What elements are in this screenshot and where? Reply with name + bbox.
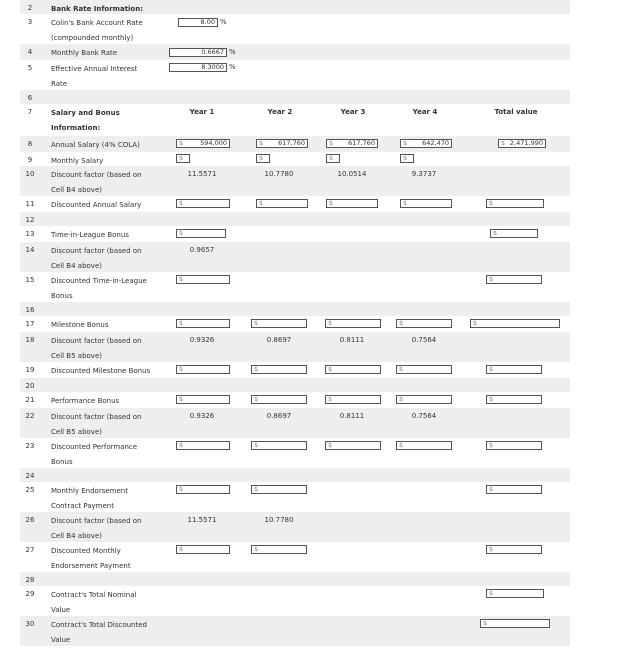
milestone-discount-y1: 0.9326 bbox=[189, 336, 215, 344]
milestone-y4-input[interactable]: $ bbox=[396, 319, 452, 328]
row-label: Contract's Total Discounted Value bbox=[51, 621, 147, 644]
endorsement-total-input[interactable]: $ bbox=[486, 485, 542, 494]
salary-y1-input[interactable]: $ 594,000 bbox=[176, 139, 230, 148]
row-number: 19 bbox=[25, 366, 35, 374]
row-label: Discounted Annual Salary bbox=[51, 201, 142, 209]
row-number: 9 bbox=[27, 156, 33, 164]
row-label: Colin's Bank Account Rate (compounded monthly) bbox=[51, 19, 143, 42]
discounted-time-bonus-y1-input[interactable]: $ bbox=[176, 275, 230, 284]
row-number: 10 bbox=[25, 170, 35, 178]
row-number: 24 bbox=[25, 472, 35, 480]
time-bonus-total-input[interactable]: $ bbox=[490, 229, 538, 238]
endorsement-discount-y2: 10.7780 bbox=[264, 516, 294, 524]
row-label: Discounted Time-in-League Bonus bbox=[51, 277, 147, 300]
row-6 bbox=[20, 90, 570, 104]
discounted-endorsement-total-input[interactable]: $ bbox=[486, 545, 542, 554]
header-year-2: Year 2 bbox=[267, 108, 293, 116]
row-label: Monthly Endorsement Contract Payment bbox=[51, 487, 128, 510]
bank-rate-input[interactable]: 8.00 bbox=[178, 18, 218, 27]
row-12 bbox=[20, 212, 570, 226]
performance-y2-input[interactable]: $ bbox=[251, 395, 307, 404]
row-14 bbox=[20, 242, 570, 272]
discounted-performance-y1-input[interactable]: $ bbox=[176, 441, 230, 450]
discount-factor-y4: 9.3737 bbox=[411, 170, 437, 178]
row-number: 15 bbox=[25, 276, 35, 284]
row-11 bbox=[20, 196, 570, 212]
row-label: Effective Annual Interest Rate bbox=[51, 65, 138, 88]
performance-discount-y4: 0.7564 bbox=[411, 412, 437, 420]
row-number: 16 bbox=[25, 306, 35, 314]
header-year-3: Year 3 bbox=[340, 108, 366, 116]
row-label: Discount factor (based on Cell B5 above) bbox=[51, 413, 142, 436]
row-23 bbox=[20, 438, 570, 468]
discounted-milestone-y4-input[interactable]: $ bbox=[396, 365, 452, 374]
row-29 bbox=[20, 586, 570, 616]
row-number: 6 bbox=[27, 94, 33, 102]
milestone-y1-input[interactable]: $ bbox=[176, 319, 230, 328]
row-9 bbox=[20, 152, 570, 166]
row-label: Milestone Bonus bbox=[51, 321, 109, 329]
discounted-endorsement-y1-input[interactable]: $ bbox=[176, 545, 230, 554]
row-20 bbox=[20, 378, 570, 392]
row-number: 20 bbox=[25, 382, 35, 390]
discounted-salary-y3-input[interactable]: $ bbox=[326, 199, 378, 208]
milestone-y2-input[interactable]: $ bbox=[251, 319, 307, 328]
row-15 bbox=[20, 272, 570, 302]
row-16 bbox=[20, 302, 570, 316]
row-10 bbox=[20, 166, 570, 196]
performance-y3-input[interactable]: $ bbox=[325, 395, 381, 404]
row-number: 4 bbox=[27, 48, 33, 56]
endorsement-y2-input[interactable]: $ bbox=[251, 485, 307, 494]
time-discount-factor-y1: 0.9657 bbox=[189, 246, 215, 254]
salary-y4-input[interactable]: $ 642,470 bbox=[400, 139, 452, 148]
row-label: Discounted Milestone Bonus bbox=[51, 367, 151, 375]
discounted-performance-y4-input[interactable]: $ bbox=[396, 441, 452, 450]
row-3 bbox=[20, 14, 570, 44]
discounted-salary-y2-input[interactable]: $ bbox=[256, 199, 308, 208]
row-19 bbox=[20, 362, 570, 378]
row-number: 21 bbox=[25, 396, 35, 404]
row-label: Salary and Bonus Information: bbox=[51, 109, 120, 132]
row-label: Discount factor (based on Cell B4 above) bbox=[51, 517, 142, 540]
discounted-milestone-total-input[interactable]: $ bbox=[486, 365, 542, 374]
discounted-milestone-y2-input[interactable]: $ bbox=[251, 365, 307, 374]
discounted-performance-y2-input[interactable]: $ bbox=[251, 441, 307, 450]
row-number: 2 bbox=[27, 4, 33, 12]
milestone-discount-y2: 0.8697 bbox=[266, 336, 292, 344]
monthly-salary-y3-input[interactable]: $ bbox=[326, 154, 340, 163]
row-13 bbox=[20, 226, 570, 242]
row-label: Bank Rate Information: bbox=[51, 5, 144, 13]
row-7 bbox=[20, 104, 570, 136]
row-label: Discounted Performance Bonus bbox=[51, 443, 138, 466]
row-8 bbox=[20, 136, 570, 152]
salary-y3-input[interactable]: $ 617,760 bbox=[326, 139, 378, 148]
row-number: 3 bbox=[27, 18, 33, 26]
row-label: Monthly Salary bbox=[51, 157, 104, 165]
endorsement-discount-y1: 11.5571 bbox=[187, 516, 217, 524]
discounted-time-bonus-total-input[interactable]: $ bbox=[486, 275, 542, 284]
percent-sign: % bbox=[229, 63, 236, 71]
row-number: 13 bbox=[25, 230, 35, 238]
row-label: Annual Salary (4% COLA) bbox=[51, 141, 140, 149]
performance-discount-y1: 0.9326 bbox=[189, 412, 215, 420]
discount-factor-y3: 10.0514 bbox=[337, 170, 367, 178]
row-number: 23 bbox=[25, 442, 35, 450]
row-22 bbox=[20, 408, 570, 438]
row-number: 17 bbox=[25, 320, 35, 328]
row-label: Performance Bonus bbox=[51, 397, 120, 405]
row-label: Monthly Bank Rate bbox=[51, 49, 118, 57]
total-nominal-input[interactable]: $ bbox=[486, 589, 544, 598]
row-number: 30 bbox=[25, 620, 35, 628]
row-27 bbox=[20, 542, 570, 572]
header-year-1: Year 1 bbox=[189, 108, 215, 116]
milestone-y3-input[interactable]: $ bbox=[325, 319, 381, 328]
endorsement-y1-input[interactable]: $ bbox=[176, 485, 230, 494]
percent-sign: % bbox=[229, 48, 236, 56]
row-label: Discount factor (based on Cell B4 above) bbox=[51, 247, 142, 270]
monthly-salary-y2-input[interactable]: $ bbox=[256, 154, 270, 163]
salary-y2-input[interactable]: $ 617,760 bbox=[256, 139, 308, 148]
row-30 bbox=[20, 616, 570, 646]
effective-rate-input[interactable]: 8.3000 bbox=[169, 63, 227, 72]
discounted-performance-y3-input[interactable]: $ bbox=[325, 441, 381, 450]
row-label: Discounted Monthly Endorsement Payment bbox=[51, 547, 131, 570]
header-year-4: Year 4 bbox=[412, 108, 438, 116]
discounted-salary-y1-input[interactable]: $ bbox=[176, 199, 230, 208]
row-26 bbox=[20, 512, 570, 542]
percent-sign: % bbox=[220, 18, 227, 26]
row-5 bbox=[20, 60, 570, 90]
discounted-performance-total-input[interactable]: $ bbox=[486, 441, 542, 450]
row-number: 5 bbox=[27, 64, 33, 72]
header-total: Total value bbox=[494, 108, 538, 116]
row-label: Contract's Total Nominal Value bbox=[51, 591, 137, 614]
performance-total-input[interactable]: $ bbox=[486, 395, 542, 404]
discounted-salary-y4-input[interactable]: $ bbox=[400, 199, 452, 208]
performance-discount-y2: 0.8697 bbox=[266, 412, 292, 420]
row-number: 8 bbox=[27, 140, 33, 148]
discount-factor-y1: 11.5571 bbox=[187, 170, 217, 178]
monthly-rate-input[interactable]: 0.6667 bbox=[169, 48, 227, 57]
row-number: 7 bbox=[27, 108, 33, 116]
row-number: 22 bbox=[25, 412, 35, 420]
salary-total-input[interactable]: $ 2,471,990 bbox=[498, 139, 546, 148]
row-number: 14 bbox=[25, 246, 35, 254]
monthly-salary-y4-input[interactable]: $ bbox=[400, 154, 414, 163]
row-label: Time-in-League Bonus bbox=[51, 231, 129, 239]
time-bonus-y1-input[interactable]: $ bbox=[176, 229, 226, 238]
discount-factor-y2: 10.7780 bbox=[264, 170, 294, 178]
performance-y4-input[interactable]: $ bbox=[396, 395, 452, 404]
row-number: 27 bbox=[25, 546, 35, 554]
discounted-endorsement-y2-input[interactable]: $ bbox=[251, 545, 307, 554]
row-24 bbox=[20, 468, 570, 482]
row-number: 25 bbox=[25, 486, 35, 494]
spreadsheet bbox=[20, 0, 570, 658]
row-label: Discount factor (based on Cell B5 above) bbox=[51, 337, 142, 360]
row-number: 26 bbox=[25, 516, 35, 524]
milestone-discount-y3: 0.8111 bbox=[339, 336, 365, 344]
performance-discount-y3: 0.8111 bbox=[339, 412, 365, 420]
row-25 bbox=[20, 482, 570, 512]
milestone-discount-y4: 0.7564 bbox=[411, 336, 437, 344]
row-number: 18 bbox=[25, 336, 35, 344]
row-number: 29 bbox=[25, 590, 35, 598]
discounted-milestone-y3-input[interactable]: $ bbox=[325, 365, 381, 374]
row-number: 12 bbox=[25, 216, 35, 224]
row-17 bbox=[20, 316, 570, 332]
row-21 bbox=[20, 392, 570, 408]
row-28 bbox=[20, 572, 570, 586]
discounted-salary-total-input[interactable]: $ bbox=[486, 199, 544, 208]
row-label: Discount factor (based on Cell B4 above) bbox=[51, 171, 142, 194]
monthly-salary-y1-input[interactable]: $ bbox=[176, 154, 190, 163]
discounted-milestone-y1-input[interactable]: $ bbox=[176, 365, 230, 374]
row-2 bbox=[20, 0, 570, 14]
row-number: 11 bbox=[25, 200, 35, 208]
row-4 bbox=[20, 44, 570, 60]
performance-y1-input[interactable]: $ bbox=[176, 395, 230, 404]
row-number: 28 bbox=[25, 576, 35, 584]
total-discounted-input[interactable]: $ bbox=[480, 619, 550, 628]
milestone-total-input[interactable]: $ bbox=[470, 319, 560, 328]
row-18 bbox=[20, 332, 570, 362]
